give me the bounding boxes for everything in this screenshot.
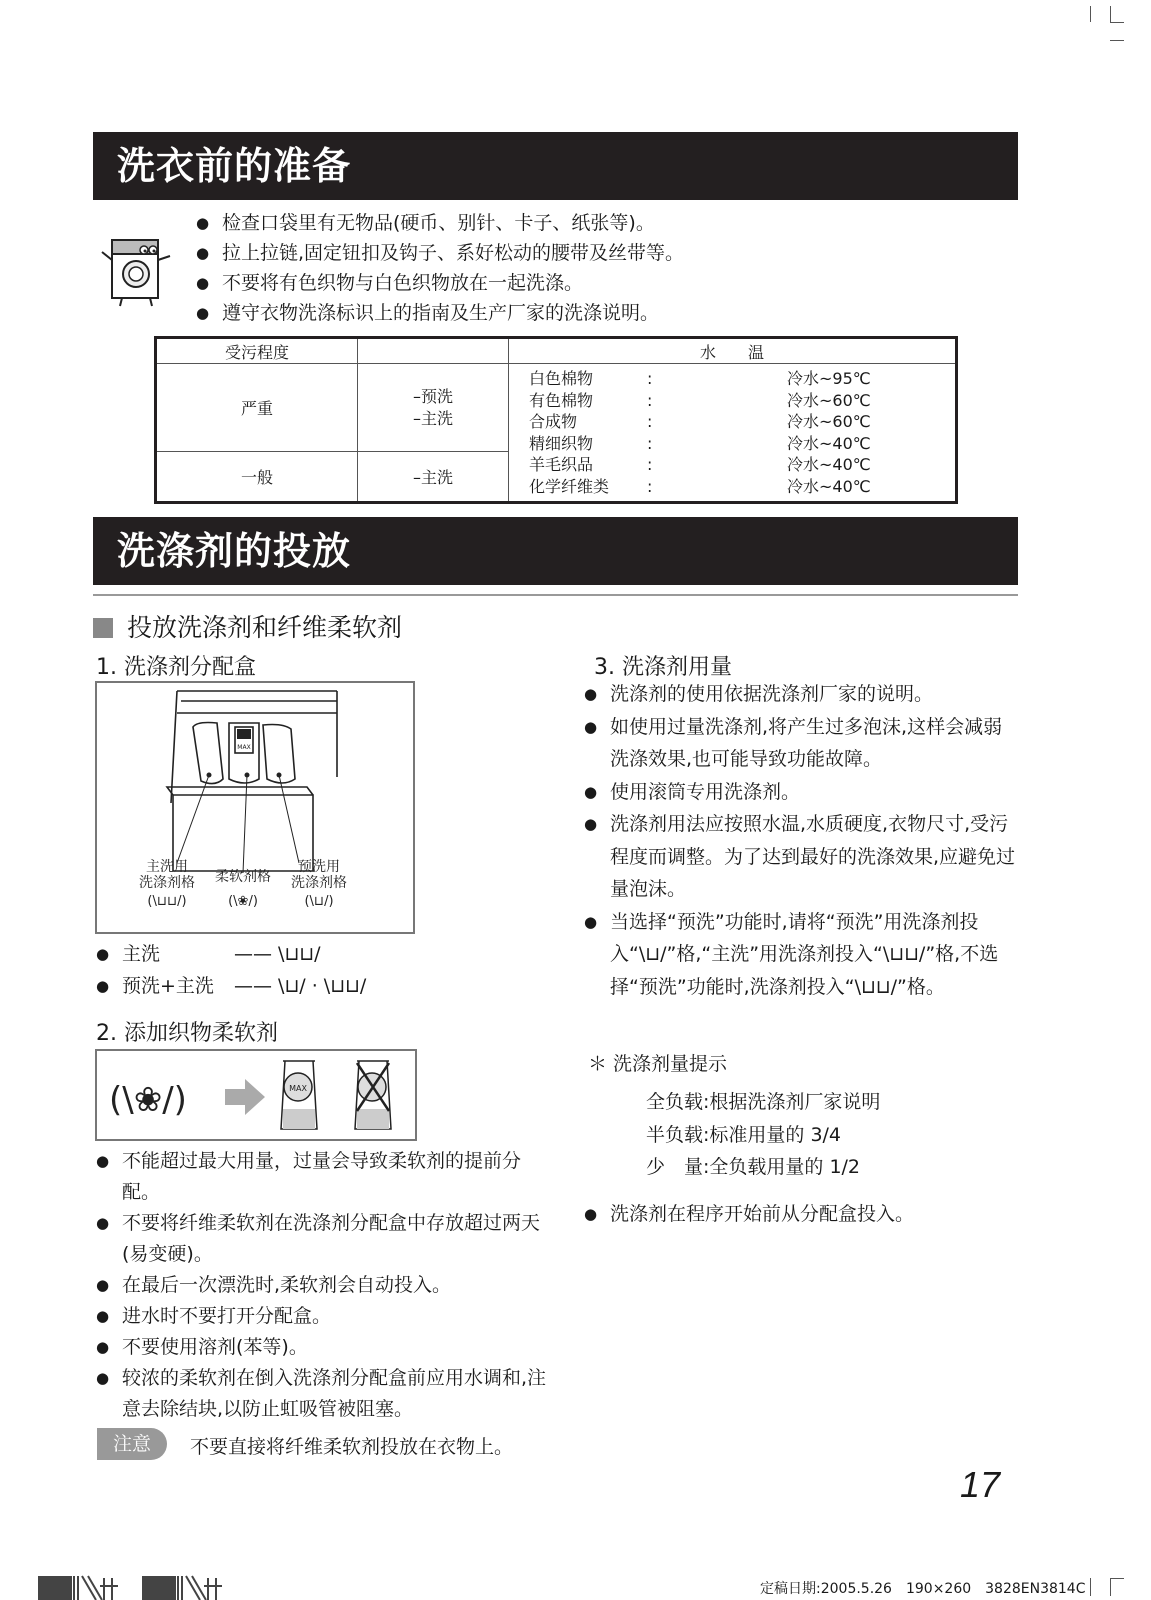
list-item: ● 不能超过最大用量，过量会导致柔软剂的提前分配。: [96, 1146, 556, 1208]
legend-symbol: \⊔/ · \⊔⊔/: [278, 975, 367, 997]
separator: :: [647, 390, 653, 410]
dosage-tip-title: ＊ 洗涤剂量提示: [588, 1053, 728, 1075]
fabric-temp: 冷水~95℃: [787, 369, 871, 388]
legend-symbol: \⊔⊔/: [278, 943, 321, 965]
list-item: ● 进水时不要打开分配盒。: [96, 1301, 556, 1332]
fabric-temp: 冷水~60℃: [787, 390, 871, 410]
list-item: ● 检查口袋里有无物品(硬币、别针、卡子、纸张等)。: [196, 208, 684, 238]
list-item: 半负载:标准用量的 3/4: [646, 1123, 842, 1146]
crop-mark: [1090, 6, 1091, 22]
label-prewash-symbol: (\⊔/): [304, 894, 334, 909]
separator: :: [647, 476, 653, 496]
square-bullet-icon: [93, 618, 113, 638]
table-row: [509, 368, 955, 390]
legend-label: 主洗: [122, 943, 161, 965]
list-item: ● 较浓的柔软剂在倒入洗涤剂分配盒前应用水调和,注意去除结块,以防止虹吸管被阻塞。: [96, 1363, 556, 1425]
label-softener-symbol: (\❀/): [228, 894, 258, 909]
dispenser-legend: [96, 938, 366, 1002]
caution-text: 不要直接将纤维柔软剂投放在衣物上。: [190, 1436, 514, 1458]
table-cell-wash-normal: –主洗: [358, 452, 509, 503]
max-mark: MAX: [237, 744, 251, 751]
label-main-wash-symbol: (\⊔⊔/): [147, 894, 187, 909]
subsection-heading: [93, 608, 402, 644]
part3-title: 3. 洗涤剂用量: [594, 655, 732, 680]
siphon-cap-icon: [237, 729, 251, 739]
list-item: ● 不要将有色织物与白色织物放在一起洗涤。: [196, 268, 684, 298]
table-header-temp: 水 温: [509, 338, 957, 364]
softener-notes: [96, 1146, 556, 1425]
fabric-name: 有色棉物: [529, 390, 594, 410]
list-item: [96, 970, 366, 1002]
wash-step: –主洗: [412, 408, 453, 428]
table-cell-soil-normal: 一般: [156, 452, 358, 503]
list-item: ● 不要使用溶剂(苯等)。: [96, 1332, 556, 1363]
softener-figure: [95, 1049, 417, 1141]
list-item: ● 使用滚筒专用洗涤剂。: [584, 776, 1020, 809]
footer-print-info: 定稿日期:2005.5.26 190×260 3828EN3814C: [760, 1581, 1086, 1597]
label-prewash-2: 洗涤剂格: [291, 875, 347, 891]
detergent-usage-list: [584, 678, 1020, 1003]
list-item: ● 洗涤剂的使用依据洗涤剂厂家的说明。: [584, 678, 1020, 711]
list-item: [96, 938, 366, 970]
crop-mark: [1110, 1578, 1124, 1579]
crop-mark: [1090, 1578, 1091, 1596]
fabric-temp: 冷水~40℃: [787, 476, 871, 496]
label-main-wash-2: 洗涤剂格: [139, 875, 195, 891]
registration-mark-icon: [38, 1572, 228, 1600]
list-item: ● 不要将纤维柔软剂在洗涤剂分配盒中存放超过两天(易变硬)。: [96, 1208, 556, 1270]
list-item: ● 遵守衣物洗涤标识上的指南及生产厂家的洗涤说明。: [196, 298, 684, 328]
separator: :: [647, 412, 653, 431]
wash-temperature-table: [154, 336, 958, 504]
fabric-temp: 冷水~60℃: [787, 412, 871, 431]
fabric-name: 化学纤维类: [529, 476, 610, 496]
table-row: [509, 476, 955, 498]
fabric-temp: 冷水~40℃: [787, 455, 871, 474]
table-row: [509, 433, 955, 455]
list-item: 全负载:根据洗涤剂厂家说明: [646, 1091, 881, 1113]
part2-title: 2. 添加织物柔软剂: [96, 1021, 278, 1046]
label-softener: 柔软剂格: [215, 869, 271, 885]
fabric-name: 羊毛织品: [529, 455, 594, 474]
list-item: ● 当选择“预洗”功能时,请将“预洗”用洗涤剂投入“\⊔/”格,“主洗”用洗涤剂投入“\⊔⊔/”格,不选择“预洗”功能时,洗涤剂投入“\⊔⊔/”格。: [584, 906, 1020, 1004]
wash-step: –预洗: [412, 386, 453, 406]
dispenser-drawer-illustration: [97, 683, 413, 932]
crop-mark: [1110, 22, 1124, 23]
separator: :: [647, 455, 653, 474]
fabric-temp: 冷水~40℃: [787, 433, 871, 453]
list-item: ● 洗涤剂在程序开始前从分配盒投入。: [584, 1198, 1020, 1231]
legend-label: 预洗+主洗: [122, 975, 214, 997]
label-main-wash-1: 主洗用: [146, 859, 188, 875]
list-item: 少 量:全负载用量的 1/2: [646, 1156, 861, 1178]
legend-dash: ——: [234, 975, 272, 997]
washing-machine-mascot-icon: [98, 230, 180, 310]
fabric-name: 白色棉物: [529, 369, 594, 388]
fabric-name: 合成物: [529, 412, 578, 431]
preparation-list: [196, 208, 684, 328]
detergent-timing-list: [584, 1198, 1020, 1231]
separator: :: [647, 433, 653, 453]
section-banner-preparation: 洗衣前的准备: [93, 132, 1018, 200]
table-cell-fabrics: [509, 364, 957, 503]
table-cell-soil-heavy: 严重: [156, 364, 358, 452]
divider: [93, 594, 1018, 596]
crop-mark: [1110, 1578, 1111, 1596]
table-row: [509, 454, 955, 476]
dispenser-figure: [95, 681, 415, 934]
max-mark: MAX: [289, 1084, 307, 1093]
table-cell-wash-heavy: [358, 364, 509, 452]
table-row: [509, 390, 955, 412]
subsection-heading-text: 投放洗涤剂和纤维柔软剂: [127, 613, 403, 642]
fabric-name: 精细织物: [529, 433, 594, 453]
dosage-tips: [646, 1086, 880, 1184]
arrow-right-icon: [225, 1079, 265, 1115]
caution-badge: 注意: [97, 1428, 167, 1460]
table-row: [509, 411, 955, 433]
softener-symbol: (\❀/): [109, 1080, 187, 1120]
label-prewash-1: 预洗用: [298, 859, 340, 875]
separator: :: [647, 369, 653, 388]
list-item: ● 拉上拉链,固定钮扣及钩子、系好松动的腰带及丝带等。: [196, 238, 684, 268]
table-header-blank: [358, 338, 509, 364]
list-item: ● 在最后一次漂洗时,柔软剂会自动投入。: [96, 1270, 556, 1301]
list-item: ● 洗涤剂用法应按照水温,水质硬度,衣物尺寸,受污程度而调整。为了达到最好的洗涤效果,应避免过量泡沫。: [584, 808, 1020, 906]
part1-title: 1. 洗涤剂分配盒: [96, 655, 256, 680]
list-item: ● 如使用过量洗涤剂,将产生过多泡沫,这样会减弱洗涤效果,也可能导致功能故障。: [584, 711, 1020, 776]
softener-max-illustration: [97, 1051, 415, 1139]
crop-mark: [1110, 6, 1111, 22]
table-header-soil: 受污程度: [156, 338, 358, 364]
section-banner-detergent: 洗涤剂的投放: [93, 517, 1018, 585]
crop-mark: [1110, 40, 1124, 41]
legend-dash: ——: [234, 943, 272, 965]
page-number: 17: [960, 1464, 1001, 1505]
